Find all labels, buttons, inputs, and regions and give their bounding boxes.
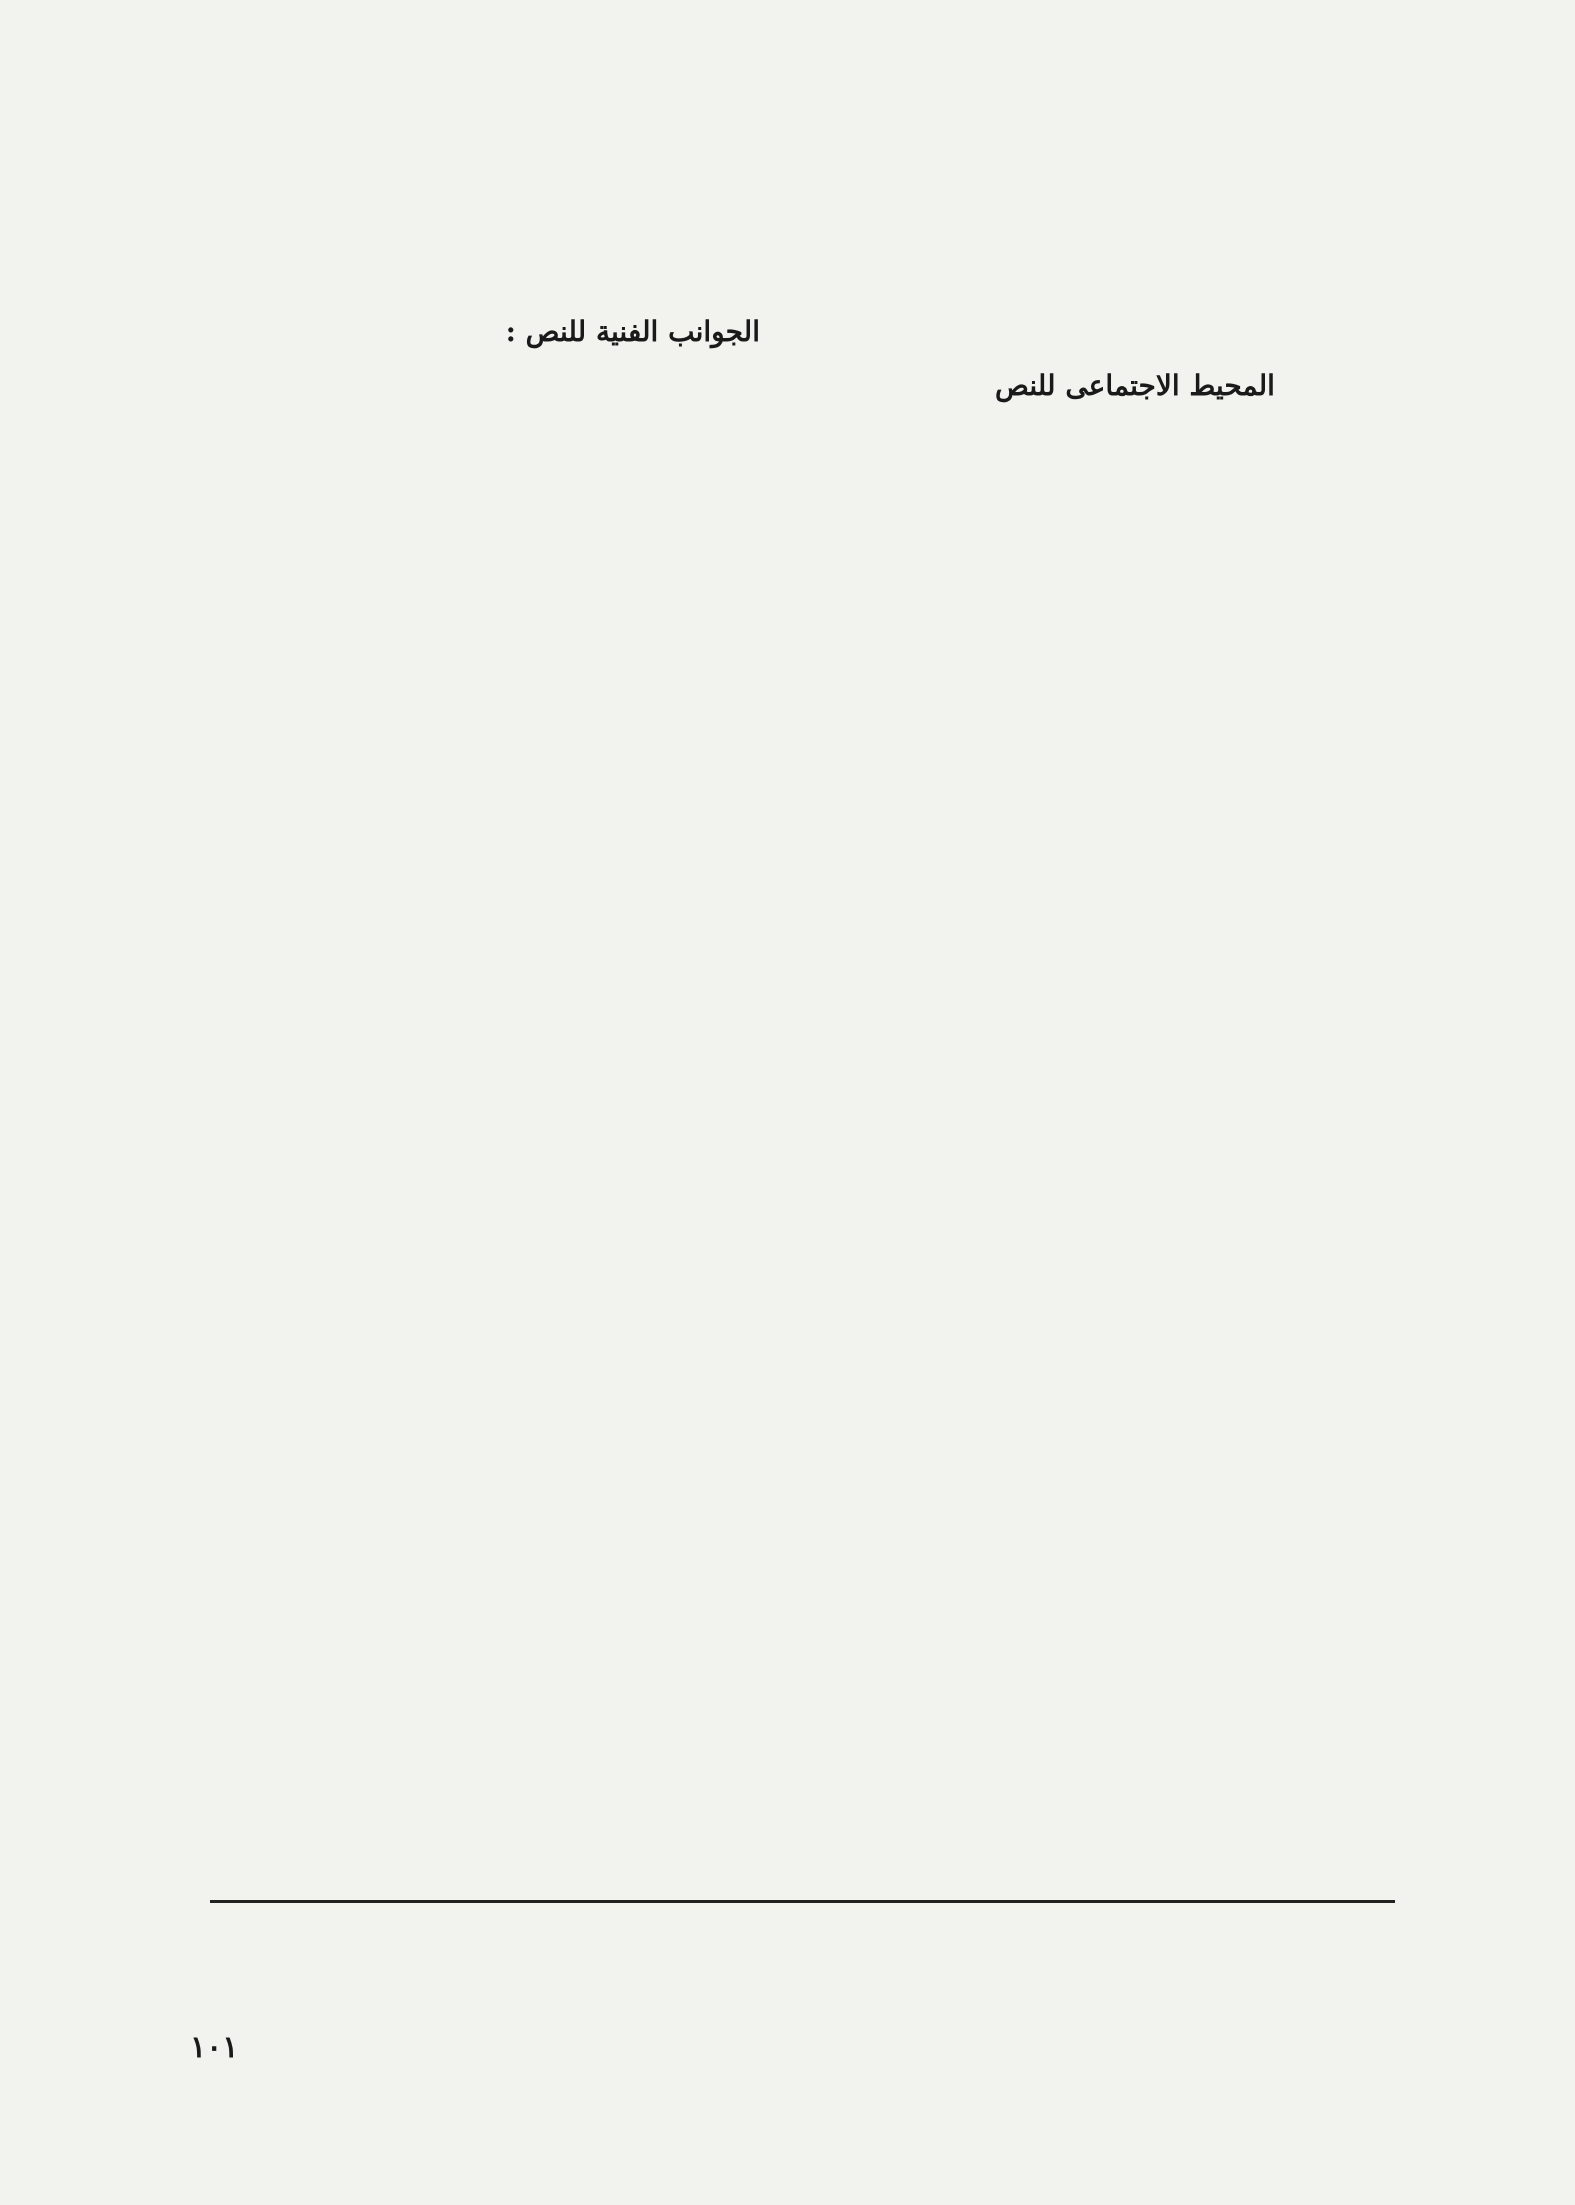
paragraph bbox=[200, 366, 760, 406]
paragraph bbox=[855, 420, 1415, 460]
footnote-divider bbox=[210, 1900, 1395, 1903]
section-heading: المحيط الاجتماعى للنص bbox=[995, 369, 1275, 402]
paragraph bbox=[855, 200, 1415, 240]
page-number: ١٠١ bbox=[190, 2030, 239, 2065]
paragraph bbox=[855, 308, 1415, 348]
word-list bbox=[855, 254, 1415, 294]
left-column bbox=[200, 200, 760, 420]
paragraph bbox=[200, 254, 760, 294]
right-column bbox=[855, 200, 1415, 474]
paragraph bbox=[200, 200, 760, 240]
section-heading: الجوانب الفنية للنص : bbox=[505, 315, 760, 348]
